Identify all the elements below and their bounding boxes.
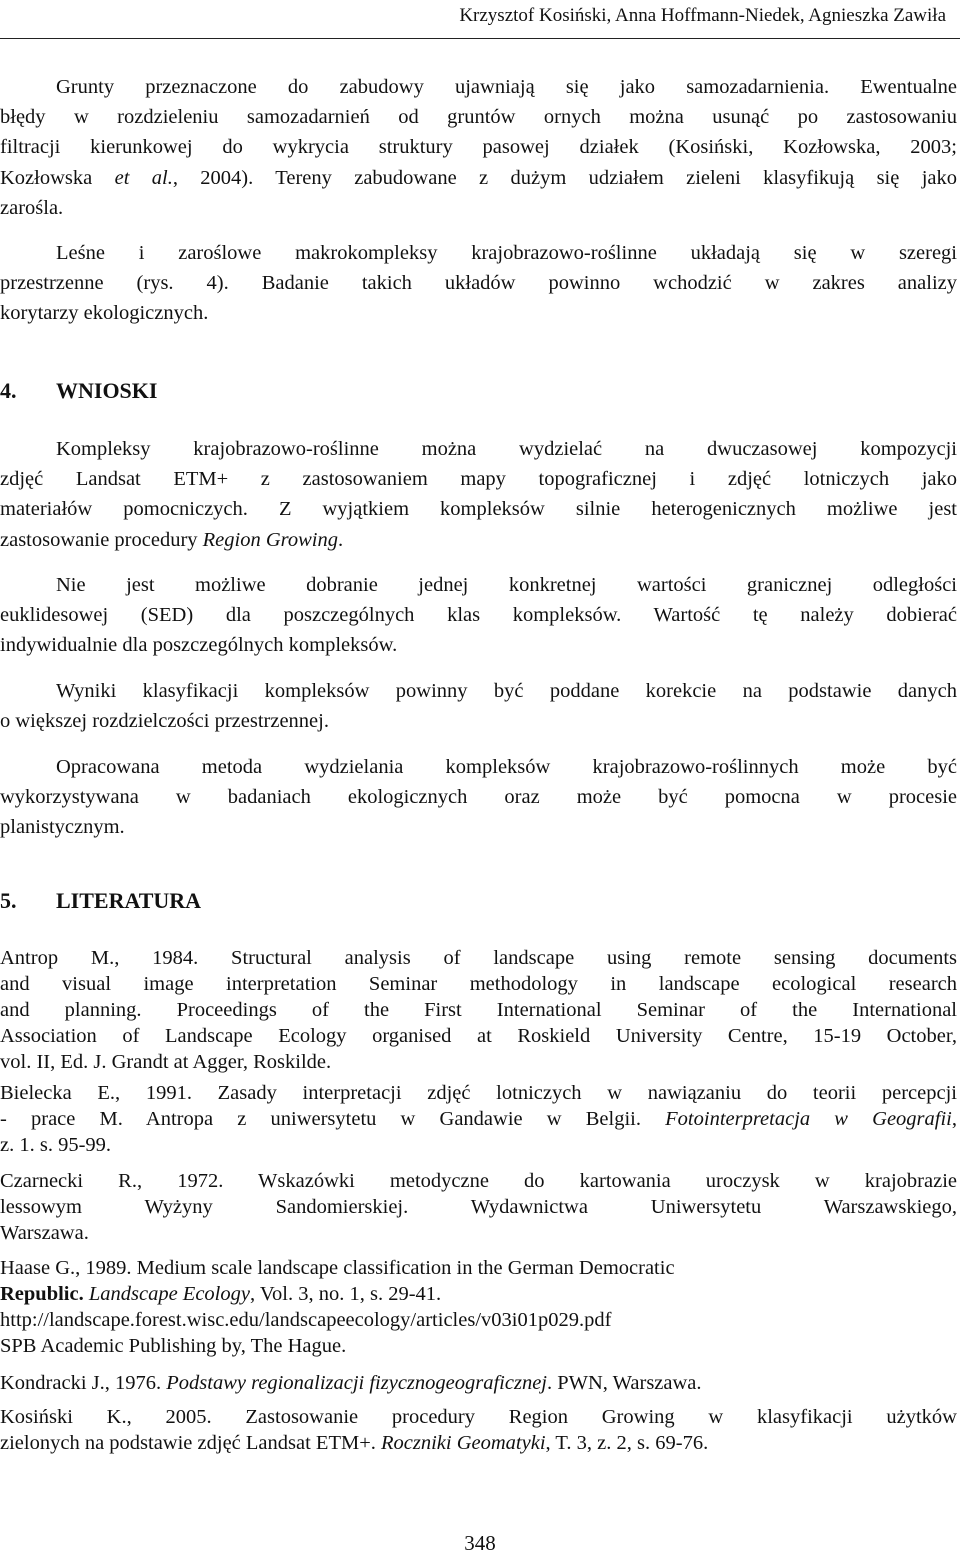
text-line: Czarnecki R., 1972. Wskazówki metodyczne do kartowania uroczysk w krajobrazie xyxy=(0,1170,957,1192)
paragraph-conclusion-2 xyxy=(0,570,957,661)
italic-journal: Landscape Ecology xyxy=(88,1283,250,1305)
text-line: wykorzystywana w badaniach ekologicznych oraz może być pomocna w procesie xyxy=(0,786,957,809)
italic-term: Region Growing xyxy=(202,528,338,551)
running-header: Krzysztof Kosiński, Anna Hoffmann-Niedek, Agnieszka Zawiła xyxy=(459,5,946,26)
text-line: indywidualnie dla poszczególnych kompleksów. xyxy=(0,634,398,657)
text-line: Kozłowska et al., 2004). Tereny zabudowane z dużym udziałem zieleni klasyfikują się jako xyxy=(0,166,957,189)
text-line: Leśne i zaroślowe makrokompleksy krajobrazowo-roślinne układają się w szeregi xyxy=(56,242,957,264)
text-line: zielonych na podstawie zdjęć Landsat ETM+. Roczniki Geomatyki, T. 3, z. 2, s. 69-76. xyxy=(0,1432,709,1454)
text-line: materiałów pomocniczych. Z wyjątkiem kompleksów silnie heterogenicznych możliwe jest xyxy=(0,498,957,521)
text-line: zastosowanie procedury Region Growing. xyxy=(0,528,344,551)
page-number: 348 xyxy=(464,1531,496,1555)
section-number: 4. xyxy=(0,378,17,403)
reference-kondracki xyxy=(0,1370,957,1396)
header-rule xyxy=(0,38,960,39)
text-line: and planning. Proceedings of the First International Seminar of the International xyxy=(0,999,957,1021)
reference-bielecka xyxy=(0,1080,957,1158)
text-line: Kompleksy krajobrazowo-roślinne można wydzielać na dwuczasowej kompozycji xyxy=(56,438,957,460)
text-line: filtracji kierunkowej do wykrycia struktury pasowej działek (Kosiński, Kozłowska, 2003; xyxy=(0,136,957,159)
section-heading-conclusions xyxy=(0,378,157,404)
text-line: Warszawa. xyxy=(0,1222,89,1244)
section-number: 5. xyxy=(0,888,17,913)
text-line: Grunty przeznaczone do zabudowy ujawniają się jako samozadarnienia. Ewentualne xyxy=(56,76,957,98)
text-line: - prace M. Antropa z uniwersytetu w Gandawie w Belgii. Fotointerpretacja w Geografii, xyxy=(0,1108,957,1130)
text-line: Kosiński K., 2005. Zastosowanie procedury Region Growing w klasyfikacji użytków xyxy=(0,1406,957,1428)
text-line: Association of Landscape Ecology organised at Roskield University Centre, 15-19 October, xyxy=(0,1025,957,1047)
text-line: Haase G., 1989. Medium scale landscape classification in the German Democratic xyxy=(0,1257,675,1279)
italic-journal: Roczniki Geomatyki xyxy=(381,1432,546,1454)
italic-term: et al. xyxy=(114,166,173,189)
text-line: Antrop M., 1984. Structural analysis of landscape using remote sensing documents xyxy=(0,947,957,969)
text-line: lessowym Wyżyny Sandomierskiej. Wydawnictwa Uniwersytetu Warszawskiego, xyxy=(0,1196,957,1218)
text-line: przestrzenne (rys. 4). Badanie takich układów powinno wchodzić w zakres analizy xyxy=(0,272,957,295)
text-line: błędy w rozdzieleniu samozadarnień od gruntów ornych można usunąć po zastosowaniu xyxy=(0,106,957,129)
section-title: WNIOSKI xyxy=(56,378,158,403)
text-line: SPB Academic Publishing by, The Hague. xyxy=(0,1335,347,1357)
text-line: and visual image interpretation Seminar methodology in landscape ecological research xyxy=(0,973,957,995)
reference-haase xyxy=(0,1255,957,1359)
text-line: Wyniki klasyfikacji kompleksów powinny być poddane korekcie na podstawie danych xyxy=(56,680,957,702)
text-line: Republic. Landscape Ecology, Vol. 3, no. 1, s. 29-41. xyxy=(0,1283,442,1305)
paragraph-macrocomplexes xyxy=(0,238,957,329)
reference-kosinski xyxy=(0,1404,957,1456)
section-title: LITERATURA xyxy=(56,888,202,913)
paragraph-conclusion-4 xyxy=(0,752,957,843)
text-line: Opracowana metoda wydzielania kompleksów krajobrazowo-roślinnych może być xyxy=(56,756,957,778)
paragraph-conclusion-1 xyxy=(0,434,957,555)
text-line: vol. II, Ed. J. Grandt at Agger, Roskilde. xyxy=(0,1051,332,1073)
reference-antrop xyxy=(0,945,957,1075)
text-line: o większej rozdzielczości przestrzennej. xyxy=(0,710,329,733)
text-line: z. 1. s. 95-99. xyxy=(0,1134,112,1156)
text-line: zdjęć Landsat ETM+ z zastosowaniem mapy topograficznej i zdjęć lotniczych jako xyxy=(0,468,957,491)
text-line: Kondracki J., 1976. Podstawy regionalizacji fizycznogeograficznej. PWN, Warszawa. xyxy=(0,1372,702,1394)
paragraph-built-up-areas xyxy=(0,72,957,223)
italic-title: Podstawy regionalizacji fizycznogeograficznej xyxy=(166,1372,547,1394)
text-line: Nie jest możliwe dobranie jednej konkretnej wartości granicznej odległości xyxy=(56,574,957,596)
text-line: zarośla. xyxy=(0,196,64,219)
text-line: korytarzy ekologicznych. xyxy=(0,302,209,325)
reference-czarnecki xyxy=(0,1168,957,1246)
italic-journal: Fotointerpretacja w Geografii xyxy=(665,1108,952,1130)
text-line: planistycznym. xyxy=(0,816,125,839)
text-line: euklidesowej (SED) dla poszczególnych klas kompleksów. Wartość tę należy dobierać xyxy=(0,604,957,627)
reference-url: http://landscape.forest.wisc.edu/landscapeecology/articles/v03i01p029.pdf xyxy=(0,1309,612,1331)
paragraph-conclusion-3 xyxy=(0,676,957,736)
section-heading-literature xyxy=(0,888,201,914)
text-line: Bielecka E., 1991. Zasady interpretacji zdjęć lotniczych w nawiązaniu do teorii percepcji xyxy=(0,1082,957,1104)
